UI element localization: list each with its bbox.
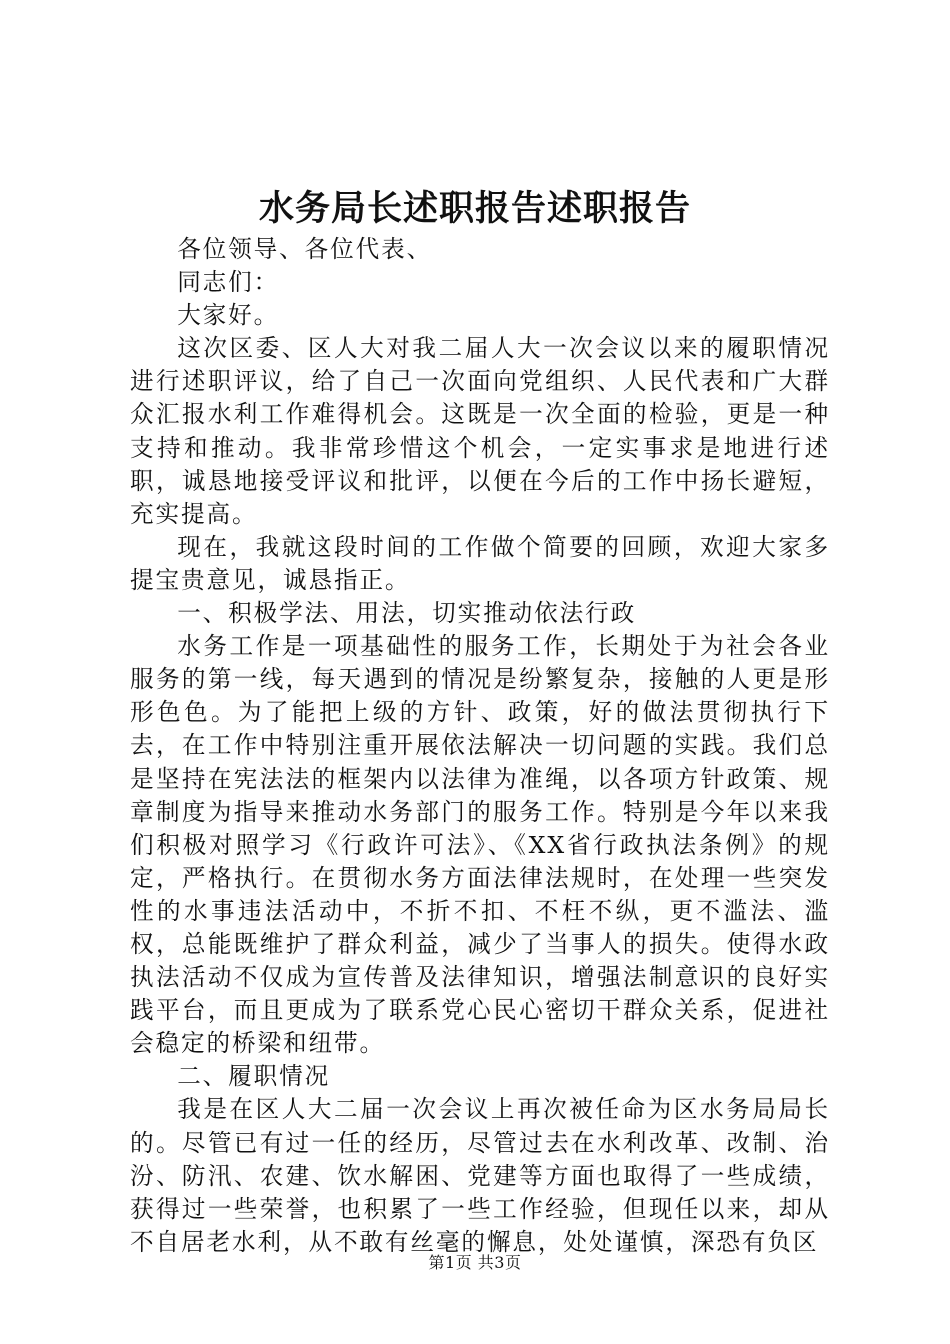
- page-number-footer: 第1页 共3页: [428, 1253, 522, 1272]
- section-1-paragraph: 水务工作是一项基础性的服务工作，长期处于为社会各业服务的第一线，每天遇到的情况是纷繁复杂，接触的人更是形形色色。为了能把上级的方针、政策，好的做法贯彻执行下去，在工作中特别注重开展依法解决一切问题的实践。我们总是坚持在宪法法的框架内以法律为准绳，以各项方针政策、规章制度为指导来推动水务部门的服务工作。特别是今年以来我们积极对照学习《行政许可法》、《XX省行政执法条例》的规定，严格执行。在贯彻水务方面法律法规时，在处理一些突发性的水事违法活动中，不折不扣、不枉不纵，更不滥法、滥权，总能既维护了群众利益，减少了当事人的损失。使得水政执法活动不仅成为宣传普及法律知识，增强法制意识的良好实践平台，而且更成为了联系党心民心密切干群众关系，促进社会稳定的桥梁和纽带。: [130, 632, 830, 1058]
- section-heading-1: 一、积极学法、用法，切实推动依法行政: [177, 599, 637, 628]
- review-paragraph: 现在，我就这段时间的工作做个简要的回顾，欢迎大家多提宝贵意见，诚恳指正。: [130, 532, 830, 594]
- section-2-paragraph: 我是在区人大二届一次会议上再次被任命为区水务局局长的。尽管已有过一任的经历，尽管过去在水利改革、改制、治汾、防汛、农建、饮水解困、党建等方面也取得了一些成绩，获得过一些荣誉，也积累了一些工作经验，但现任以来，却从不自居老水利，从不敢有丝毫的懈息，处处谨慎，深恐有负区: [130, 1095, 830, 1256]
- document-title: 水务局长述职报告述职报告: [258, 188, 691, 229]
- intro-paragraph: 这次区委、区人大对我二届人大一次会议以来的履职情况进行述职评议，给了自己一次面向党组织、人民代表和广大群众汇报水利工作难得机会。这既是一次全面的检验，更是一种支持和推动。我非常珍惜这个机会，一定实事求是地进行述职，诚恳地接受评议和批评，以便在今后的工作中扬长避短，充实提高。: [130, 334, 830, 528]
- section-heading-2: 二、履职情况: [177, 1062, 331, 1091]
- salutation-comrades: 同志们：: [177, 268, 280, 297]
- greeting: 大家好。: [177, 301, 280, 330]
- document-body: [130, 233, 830, 1259]
- salutation-leaders: 各位领导、各位代表、: [177, 235, 433, 263]
